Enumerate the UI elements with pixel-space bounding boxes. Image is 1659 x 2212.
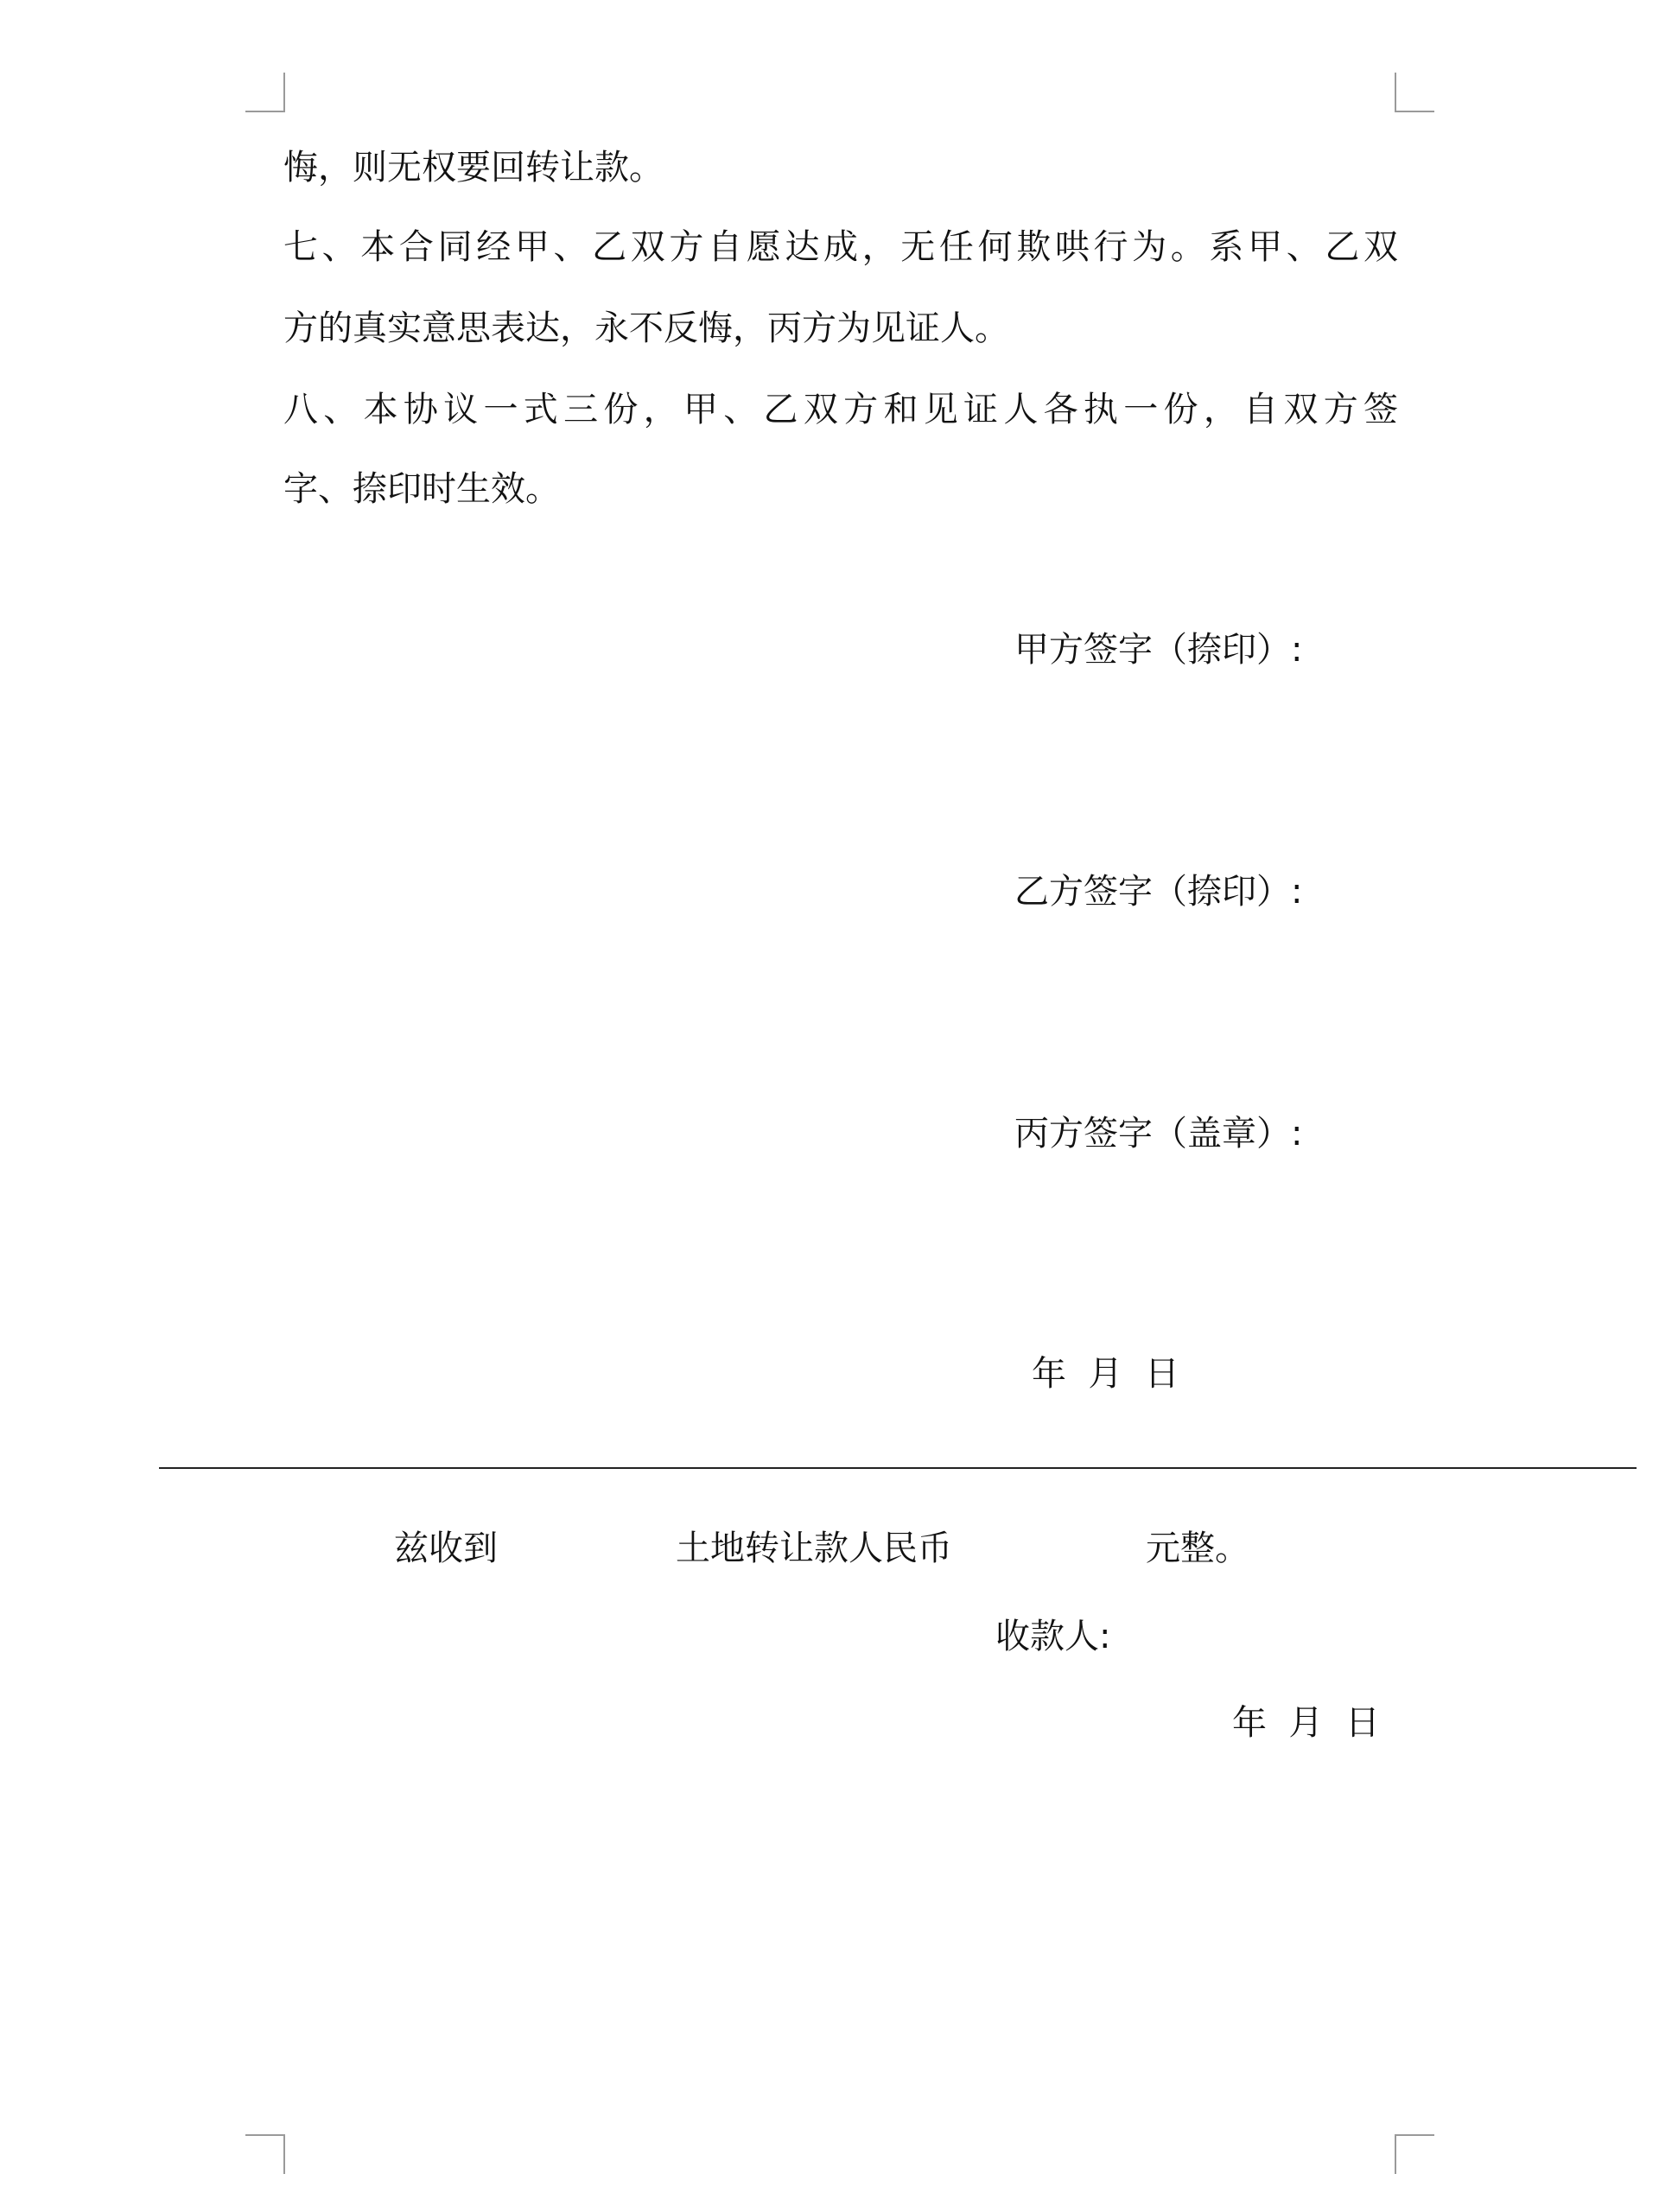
clause-7-line-1: 七、本合同经甲、乙双方自愿达成，无任何欺哄行为。系甲、乙双	[283, 227, 1398, 267]
clause-7-line-2: 方的真实意思表达，永不反悔，丙方为见证人。	[283, 308, 1009, 348]
crop-mark-bottom-right	[1395, 2134, 1434, 2174]
party-b-signature-label: 乙方签字（捺印）:	[1014, 872, 1303, 912]
clause-8-line-1: 八、本协议一式三份，甲、乙双方和见证人各执一份，自双方签	[283, 390, 1398, 429]
receipt-date: 年 月 日	[1232, 1703, 1380, 1743]
receipt-payee-label: 收款人:	[995, 1617, 1111, 1656]
party-c-signature-label: 丙方签字（盖章）:	[1014, 1114, 1303, 1154]
receipt-transfer-fee-label: 土地转让款人民币	[676, 1529, 952, 1568]
signature-date: 年 月 日	[1032, 1354, 1179, 1394]
crop-mark-bottom-left	[245, 2134, 285, 2174]
receipt-divider	[159, 1467, 1637, 1469]
crop-mark-top-right	[1395, 73, 1434, 112]
clause-8-line-2: 字、捺印时生效。	[283, 469, 560, 509]
crop-mark-top-left	[245, 73, 285, 112]
party-a-signature-label: 甲方签字（捺印）:	[1014, 630, 1303, 670]
body-line-1: 悔，则无权要回转让款。	[283, 148, 664, 188]
receipt-amount-suffix: 元整。	[1146, 1529, 1249, 1568]
receipt-received-label: 兹收到	[394, 1529, 498, 1568]
